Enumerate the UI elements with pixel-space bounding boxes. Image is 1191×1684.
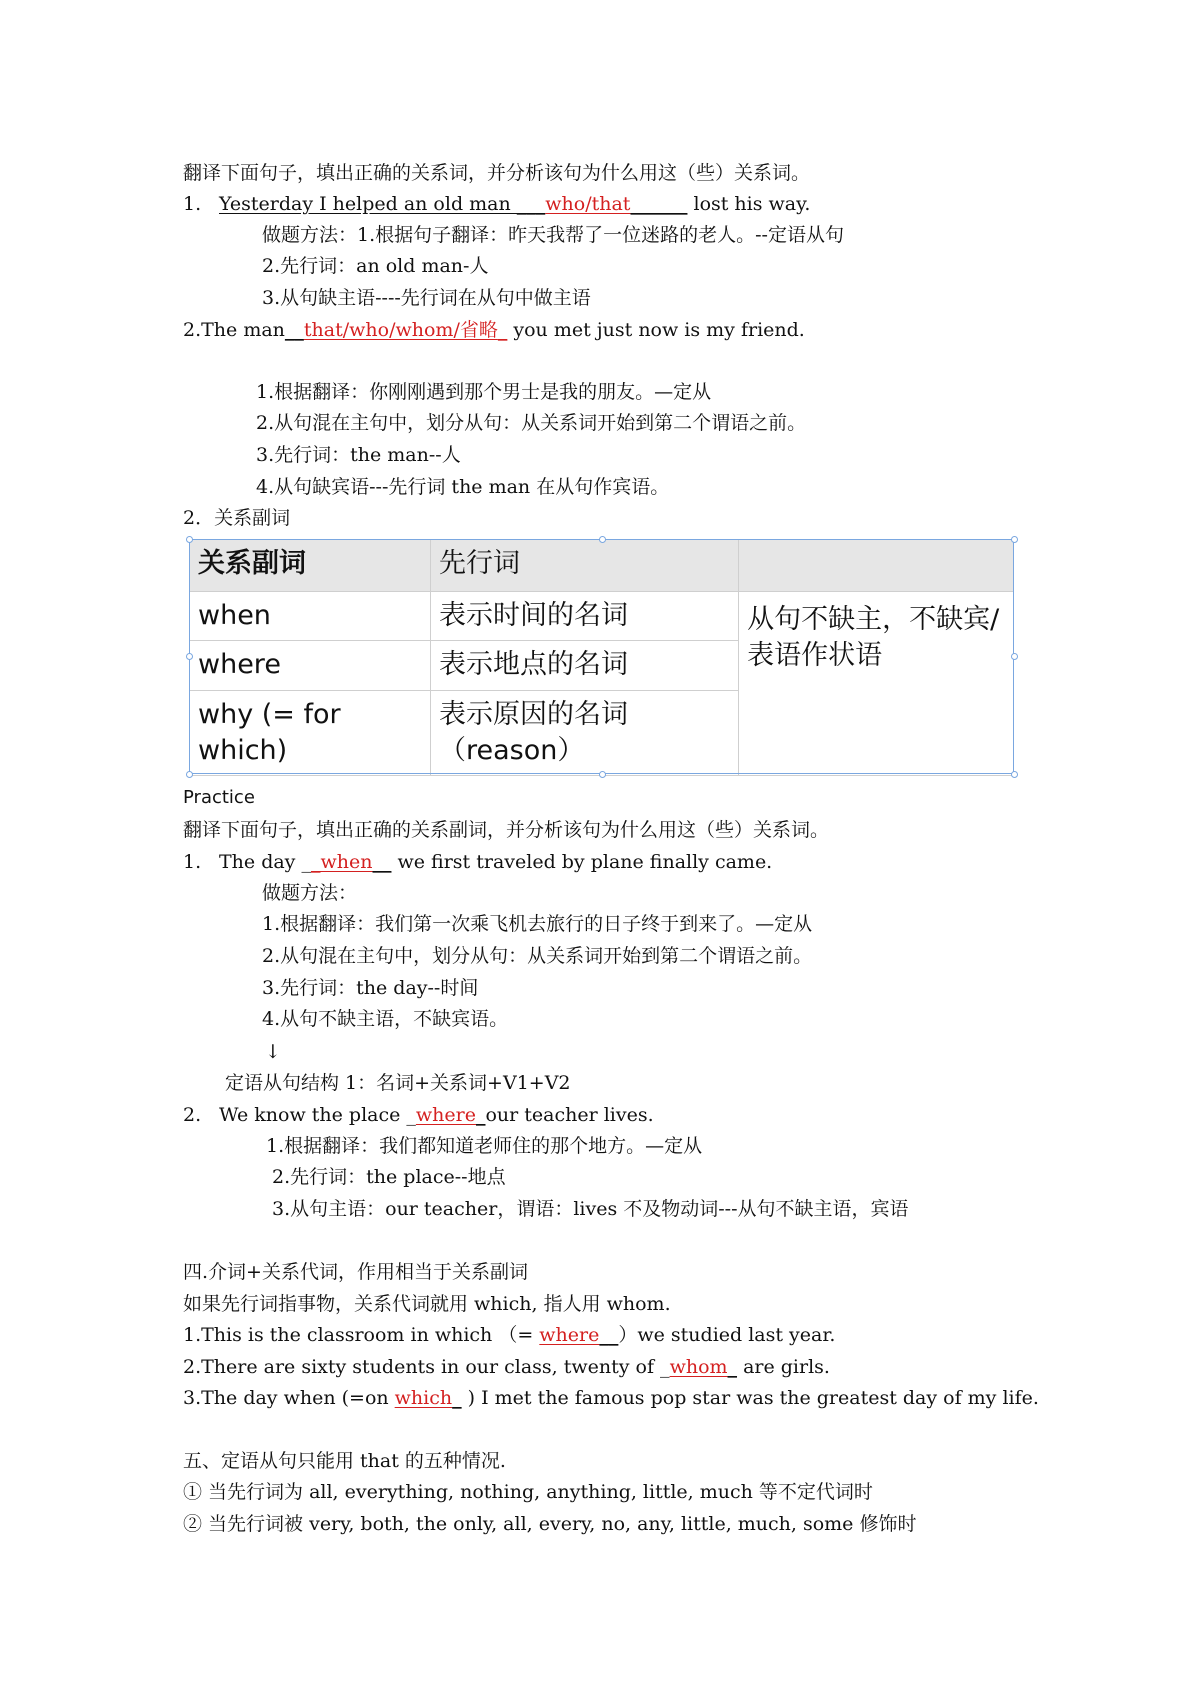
resize-handle[interactable]: [1011, 771, 1018, 778]
question-number: 1.: [183, 851, 202, 873]
question-text-pre: 2.The man: [183, 319, 285, 341]
resize-handle[interactable]: [186, 653, 193, 660]
method-line: 1.根据翻译：你刚刚遇到那个男士是我的朋友。—定从: [256, 381, 712, 403]
example-text-post: are girls.: [737, 1356, 830, 1378]
method-line: 做题方法：: [262, 882, 358, 904]
resize-handle[interactable]: [1011, 536, 1018, 543]
section-heading-5: 五、定语从句只能用 that 的五种情况.: [183, 1450, 506, 1472]
method-line: 2.从句混在主句中，划分从句：从关系词开始到第二个谓语之前。: [262, 945, 813, 967]
case-1: ① 当先行词为 all, everything, nothing, anything, little, much 等不定代词时: [183, 1481, 873, 1503]
question-text-post: lost his way.: [687, 193, 811, 215]
table-cell: when: [190, 592, 431, 641]
practice-question-1: [183, 850, 772, 874]
table-note-cell: 从句不缺主，不缺宾/表语作状语: [739, 592, 1014, 776]
blank-line: _: [475, 1104, 486, 1126]
blank-line: _: [452, 1387, 462, 1409]
method-line: 1.根据翻译：我们都知道老师住的那个地方。—定从: [266, 1135, 703, 1157]
example-1: [183, 1323, 835, 1347]
answer-blank: _when: [310, 851, 373, 873]
resize-handle[interactable]: [186, 771, 193, 778]
table-header-cell: 先行词: [430, 540, 738, 592]
question-number: 2.: [183, 1104, 202, 1126]
blank-line: _: [497, 319, 508, 341]
example-3: [183, 1386, 1039, 1410]
answer-blank: where: [539, 1324, 600, 1346]
blank-line: ______: [630, 193, 688, 215]
section-heading-relative-adverbs: 2．关系副词: [183, 507, 291, 529]
example-text-post: ）we studied last year.: [618, 1324, 836, 1346]
table-cell: 表示原因的名词（reason）: [430, 691, 738, 776]
method-line: 4.从句缺宾语---先行词 the man 在从句作宾语。: [256, 476, 670, 498]
example-text-pre: 2.There are sixty students in our class, twenty of _: [183, 1356, 670, 1378]
answer-blank: whom: [669, 1356, 728, 1378]
answer-blank: which: [394, 1387, 453, 1409]
case-2: ② 当先行词被 very, both, the only, all, every, no, any, little, much, some 修饰时: [183, 1513, 917, 1535]
down-arrow-icon: ↓: [265, 1041, 281, 1063]
resize-handle[interactable]: [1011, 653, 1018, 660]
question-text-pre: We know the place _: [219, 1104, 416, 1126]
method-line: 4.从句不缺主语，不缺宾语。: [262, 1008, 509, 1030]
question-text-pre: Yesterday I helped an old man ___: [219, 193, 546, 215]
practice-question-2: [183, 1103, 654, 1127]
method-line: 2.先行词：the place--地点: [272, 1166, 506, 1188]
example-text-pre: 1.This is the classroom in which （=: [183, 1324, 540, 1346]
example-2: [183, 1355, 830, 1379]
resize-handle[interactable]: [186, 536, 193, 543]
question-text-post: you met just now is my friend.: [507, 319, 805, 341]
blank-line: __: [284, 319, 304, 341]
question-text-post: we first traveled by plane finally came.: [391, 851, 773, 873]
practice-label: Practice: [183, 787, 255, 808]
answer-blank: that/who/whom/省略: [303, 319, 498, 341]
blank-line: __: [599, 1324, 619, 1346]
question-number: 1.: [183, 193, 202, 215]
exercise-intro-2: 翻译下面句子，填出正确的关系副词，并分析该句为什么用这（些）关系词。: [183, 819, 830, 841]
resize-handle[interactable]: [599, 536, 606, 543]
method-line: 2.从句混在主句中，划分从句：从关系词开始到第二个谓语之前。: [256, 412, 807, 434]
rule-text: 如果先行词指事物，关系代词就用 which, 指人用 whom.: [183, 1293, 671, 1315]
method-line: 做题方法：1.根据句子翻译：昨天我帮了一位迷路的老人。--定语从句: [262, 224, 844, 246]
question-text-post: our teacher lives.: [485, 1104, 654, 1126]
blank-line: _: [727, 1356, 738, 1378]
exercise-intro-1: 翻译下面句子，填出正确的关系词，并分析该句为什么用这（些）关系词。: [183, 162, 811, 184]
table-cell: 表示地点的名词: [430, 641, 738, 691]
method-line: 1.根据翻译：我们第一次乘飞机去旅行的日子终于到来了。—定从: [262, 913, 813, 935]
table-header-cell: 关系副词: [190, 540, 431, 592]
method-line: 3.先行词：the man--人: [256, 444, 461, 466]
table-cell: where: [190, 641, 431, 691]
section-heading-4: 四.介词+关系代词，作用相当于关系副词: [183, 1261, 528, 1283]
method-line: 3.先行词：the day--时间: [262, 977, 479, 999]
relative-adverb-table: [189, 539, 1014, 776]
method-line: 3.从句缺主语----先行词在从句中做主语: [262, 287, 591, 309]
answer-blank: where: [415, 1104, 476, 1126]
question-text-pre: The day _: [219, 851, 311, 873]
question-2: [183, 318, 805, 342]
example-text-post: ) I met the famous pop star was the greatest day of my life.: [461, 1387, 1039, 1409]
answer-blank: who/that: [545, 193, 631, 215]
resize-handle[interactable]: [599, 771, 606, 778]
table-cell: why (= for which): [190, 691, 431, 776]
method-line: 2.先行词：an old man-人: [262, 255, 489, 277]
method-line: 3.从句主语：our teacher，谓语：lives 不及物动词---从句不缺主语，宾语: [272, 1198, 909, 1220]
structure-note: 定语从句结构 1：名词+关系词+V1+V2: [225, 1072, 571, 1094]
blank-line: __: [372, 851, 392, 873]
question-1: [183, 192, 810, 216]
example-text-pre: 3.The day when (=on: [183, 1387, 395, 1409]
table-cell: 表示时间的名词: [430, 592, 738, 641]
table-header-cell: [739, 540, 1014, 592]
